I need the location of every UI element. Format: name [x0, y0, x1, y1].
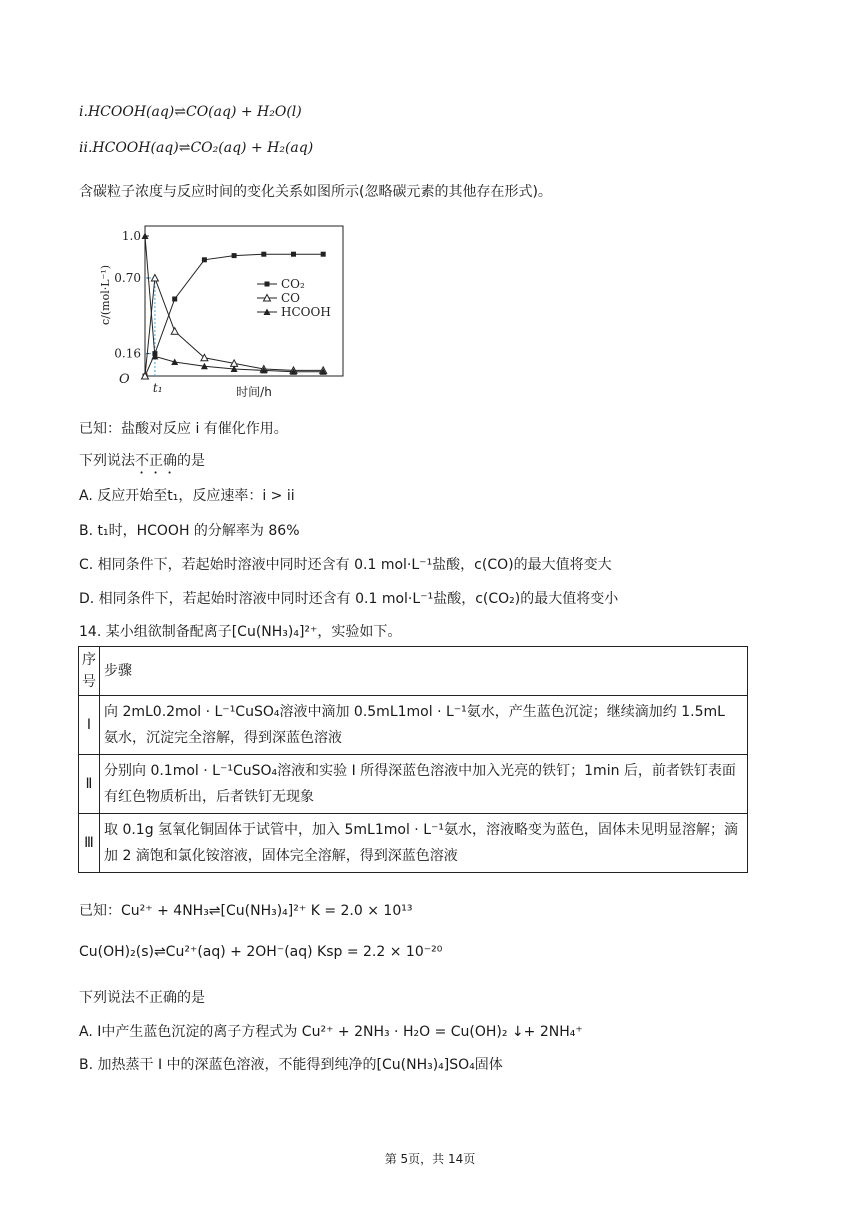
reaction-i: [79, 104, 302, 120]
row-step: 分别向 0.1mol · L⁻¹CuSO₄溶液和实验 Ⅰ 所得深蓝色溶液中加入光亮的铁钉；1min 后，前者铁钉表面有红色物质析出，后者铁钉无现象: [100, 755, 748, 814]
table-header-row: [79, 647, 748, 696]
table-row: [79, 755, 748, 814]
q14-ask: 下列说法不正确的是: [79, 990, 205, 1006]
q13-option-b: B. t₁时，HCOOH 的分解率为 86%: [79, 523, 300, 539]
q14-option-b: B. 加热蒸干 Ⅰ 中的深蓝色溶液，不能得到纯净的[Cu(NH₃)₄]SO₄固体: [79, 1057, 503, 1073]
table-row: [79, 814, 748, 873]
row-index: Ⅲ: [79, 814, 100, 873]
origin-label: O: [119, 372, 130, 387]
table-row: [79, 696, 748, 755]
page-footer: 第 5页，共 14页: [384, 1152, 476, 1166]
legend-label: CO₂: [281, 277, 305, 291]
q14-option-a: A. Ⅰ中产生蓝色沉淀的离子方程式为 Cu²⁺ + 2NH₃ · H₂O = Cu(OH)₂ ↓+ 2NH₄⁺: [79, 1024, 583, 1040]
q13-ask-prefix: 下列说法: [79, 453, 135, 469]
q13-option-a: A. 反应开始至t₁，反应速率：i > ii: [79, 488, 295, 504]
data-point: [172, 297, 177, 302]
concentration-chart: [97, 222, 357, 402]
y-tick-label: 0.70: [114, 271, 141, 285]
experiment-table: [78, 646, 748, 873]
legend-label: CO: [281, 291, 301, 305]
row-index: Ⅱ: [79, 755, 100, 814]
reaction-ii-equation: HCOOH(aq)⇌CO₂(aq) + H₂(aq): [92, 140, 314, 156]
q13-ask-suffix: 的是: [177, 453, 205, 469]
q13-option-c: C. 相同条件下，若起始时溶液中同时还含有 0.1 mol·L⁻¹盐酸，c(CO)的最大值将变大: [79, 557, 612, 573]
q13-option-d: D. 相同条件下，若起始时溶液中同时还含有 0.1 mol·L⁻¹盐酸，c(CO₂)的最大值将变小: [79, 591, 619, 607]
data-point: [171, 328, 178, 335]
row-step: 向 2mL0.2mol · L⁻¹CuSO₄溶液中滴加 0.5mL1mol · L⁻¹氨水，产生蓝色沉淀；继续滴加约 1.5mL 氨水，沉淀完全溶解，得到深蓝色溶液: [100, 696, 748, 755]
reaction-i-label: i.: [79, 104, 88, 120]
data-point: [151, 275, 158, 282]
y-tick-label: 1.0: [121, 229, 141, 243]
header-step: 步骤: [100, 647, 748, 696]
reaction-i-equation: HCOOH(aq)⇌CO(aq) + H₂O(l): [87, 104, 302, 120]
data-point: [291, 252, 296, 257]
reaction-ii-label: ii.: [79, 140, 93, 156]
data-point: [232, 253, 237, 258]
legend-marker: [265, 282, 270, 287]
q13-ask: [79, 450, 205, 477]
header-index: 序号: [79, 647, 100, 696]
y-axis-label: c/(mol·L⁻¹): [99, 264, 112, 326]
row-step: 取 0.1g 氢氧化铜固体于试管中，加入 5mL1mol · L⁻¹氨水，溶液略变为蓝色，固体未见明显溶解；滴加 2 滴饱和氯化铵溶液，固体完全溶解，得到深蓝色溶液: [100, 814, 748, 873]
data-point: [202, 257, 207, 262]
data-point: [261, 252, 266, 257]
y-tick-label: 0.16: [114, 346, 141, 361]
q14-title: 14. 某小组欲制备配离子[Cu(NH₃)₄]²⁺，实验如下。: [79, 624, 402, 640]
reaction-ii: [79, 140, 313, 156]
chart-svg: [97, 222, 357, 402]
q14-known-1: 已知：Cu²⁺ + 4NH₃⇌[Cu(NH₃)₄]²⁺ K = 2.0 × 10¹³: [79, 903, 413, 919]
data-point: [321, 252, 326, 257]
q13-ask-emphasis: 不正确: [135, 453, 177, 469]
x-axis-label: 时间/h: [236, 385, 272, 399]
q14-known-2: Cu(OH)₂(s)⇌Cu²⁺(aq) + 2OH⁻(aq) Ksp = 2.2 × 10⁻²⁰: [79, 944, 443, 960]
legend-label: HCOOH: [281, 305, 331, 319]
t1-label: t₁: [152, 381, 163, 395]
row-index: Ⅰ: [79, 696, 100, 755]
q13-intro: 含碳粒子浓度与反应时间的变化关系如图所示(忽略碳元素的其他存在形式)。: [79, 184, 552, 200]
q13-known: 已知：盐酸对反应 i 有催化作用。: [79, 421, 288, 437]
